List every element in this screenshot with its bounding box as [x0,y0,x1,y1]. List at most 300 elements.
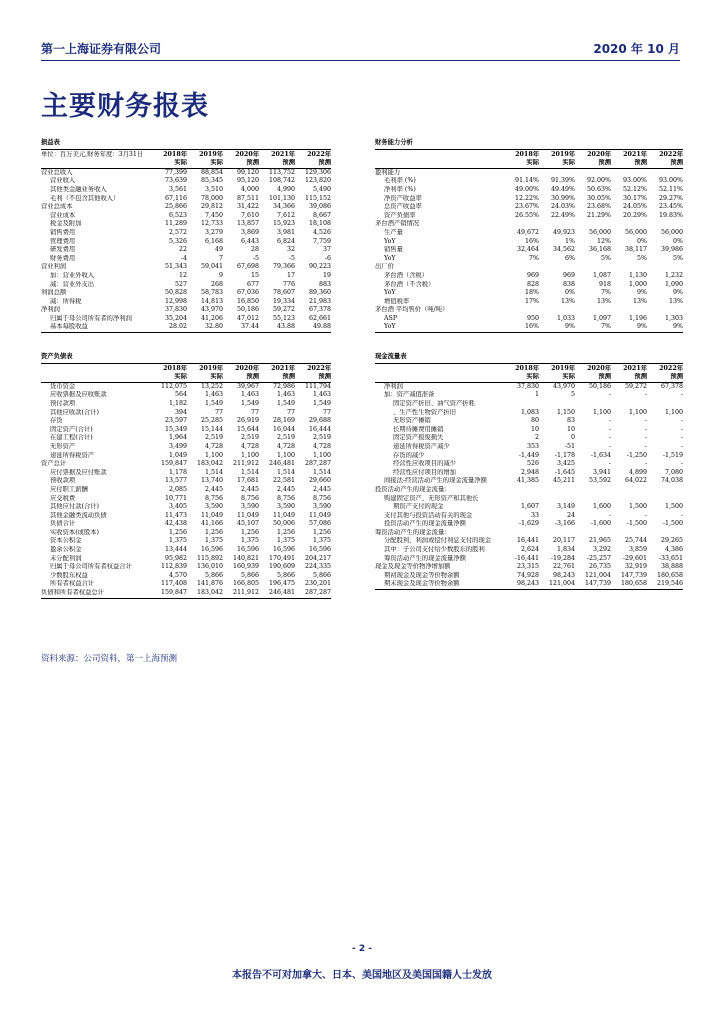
table-row [41,460,331,469]
row-label: 茅台酒产销情况 [375,220,420,228]
row-value: 1,256 [240,528,259,536]
row-value [539,168,575,177]
row-value: 53,592 [588,477,611,485]
row-value [575,220,611,229]
row-label: 应付职工薪酬 [50,485,88,493]
row-value: 1,549 [312,399,331,407]
row-value: - [644,511,647,519]
row-value [503,529,539,538]
row-label: 负债和所有者权益总计 [41,589,151,598]
row-value: 42,438 [164,520,187,528]
row-label: 应收票据及应收账款 [50,391,107,399]
row-value: 37,830 [164,306,187,314]
row-value: 22,581 [272,477,295,485]
row-value [503,168,539,177]
financial-ratios-table [375,139,683,333]
row-value: 2,445 [204,485,223,493]
table-row [41,426,331,435]
row-value: 41,206 [200,314,223,322]
table-row [41,177,331,186]
row-value: 1,375 [168,537,187,545]
row-label: 营业收入 [50,177,76,185]
row-value: 38,888 [660,563,683,571]
row-value: - [680,511,683,519]
row-value: 21.29% [586,211,611,219]
row-value: 2,519 [312,434,331,442]
table-row [41,503,331,512]
row-value: 12,998 [164,297,187,305]
row-label: 实收资本(或股本) [50,528,99,536]
row-label: 总资产收益率 [384,203,422,211]
row-value [647,168,683,177]
period-type-header: 预测 [611,159,647,168]
row-value: 3,405 [168,503,187,511]
row-value: 33 [530,511,539,519]
row-value: 13,444 [164,546,187,554]
row-value: 91.39% [550,177,575,185]
year-header: 2019年 [551,364,575,372]
row-value: 49 [214,246,223,254]
row-label: 投资活动产生的现金流量净额 [384,520,466,528]
table-row [375,495,683,504]
row-value: 1,130 [628,271,647,279]
row-label: 筹资活动产生的现金流量： [375,528,451,536]
row-value: 16% [525,237,539,245]
row-value: 6,168 [204,237,223,245]
period-type-header: 实际 [539,373,575,382]
row-value: 98,243 [552,571,575,579]
table-row [41,537,331,546]
row-value: 1,033 [556,314,575,322]
row-value: 13% [633,297,647,305]
row-value: 883 [318,280,331,288]
row-label: 应交税费 [50,494,76,502]
row-value: 88,854 [200,168,223,176]
table-row [41,409,331,418]
table-row [41,477,331,486]
row-value: 37.44 [223,323,259,332]
row-value: - [680,442,683,450]
row-value: 22 [178,246,187,254]
table-row [41,229,331,238]
row-value: 18,108 [308,220,331,228]
row-value: 11,473 [164,511,187,519]
row-value: 50,186 [236,306,259,314]
row-value: 1,000 [628,280,647,288]
row-value: 10,771 [164,494,187,502]
row-label: 营业总收入 [41,168,73,176]
row-value: 43,970 [200,306,223,314]
row-value: 1,097 [592,314,611,322]
row-value: 6,824 [276,237,295,245]
row-value: - [680,391,683,399]
row-value: 13,577 [164,477,187,485]
row-value [539,529,575,538]
table-row [41,555,331,564]
row-value: 1,549 [240,399,259,407]
row-value: 564 [174,391,187,399]
row-value: 20.29% [622,211,647,219]
row-value: 7,759 [312,237,331,245]
table-row [375,177,683,186]
row-value: 353 [526,442,539,450]
row-value: 9% [539,323,575,332]
row-label: 其他应收款(合计) [50,408,99,416]
row-value: - [608,442,611,450]
row-value: - [644,434,647,442]
row-value: 115,892 [196,554,223,562]
row-value: 89,360 [308,289,331,297]
row-label: 茅台酒 平均售价（吨/吨） [375,306,449,314]
row-value: 79,366 [272,263,295,271]
row-value: 1,182 [168,399,187,407]
row-label: 净利润 [384,382,403,390]
table-row [375,246,683,255]
year-header: 2022年 [659,364,683,372]
row-label: 减：所得税 [50,297,82,305]
row-value: 1,100 [240,451,259,459]
row-value: 1,196 [628,314,647,322]
row-value [647,263,683,272]
table-row [375,443,683,452]
period-type-header: 预测 [295,159,331,168]
row-value: 159,847 [160,460,187,468]
row-value: - [644,442,647,450]
table-row [375,486,683,495]
table [41,365,331,599]
year-header: 2022年 [307,364,331,372]
row-label: 递延所得税资产减少 [393,442,450,450]
table-row [41,246,331,255]
row-value: 78,000 [200,194,223,202]
row-value: 3,941 [592,468,611,476]
table-row [375,503,683,512]
year-header: 2021年 [623,150,647,158]
row-value: 50,186 [588,382,611,390]
row-value: 159,847 [151,589,187,598]
balance-sheet-table [41,353,331,599]
period-type-header: 实际 [503,159,539,168]
row-value: 13,252 [200,382,223,390]
row-value: -29,601 [622,554,647,562]
source-note: 资料来源：公司资料，第一上海预测 [41,654,178,664]
period-type-header: 预测 [647,159,683,168]
row-value: 73,639 [164,177,187,185]
row-value: 13% [669,297,683,305]
row-value: 4,990 [276,185,295,193]
row-value: 24 [566,511,575,519]
row-value: 115,152 [304,194,331,202]
row-value [575,263,611,272]
row-value: -6 [324,254,331,262]
row-value: 4,526 [312,228,331,236]
row-value: 3,590 [240,503,259,511]
row-value: - [644,425,647,433]
row-value: 77 [214,408,223,416]
row-value: 2 [534,434,539,442]
row-value: 1,463 [204,391,223,399]
row-label: ASP [384,314,398,322]
table-row [41,323,331,332]
row-value: 57,086 [308,520,331,528]
row-value: 36,168 [588,246,611,254]
table-row [41,512,331,521]
row-value: 7 [218,254,223,262]
row-label: 净利率 (%) [384,185,416,193]
year-header: 2020年 [587,364,611,372]
row-label: 盈利能力 [375,168,401,176]
row-value [647,495,683,504]
table-row [375,238,683,247]
period-type-header: 预测 [611,373,647,382]
row-label: 增值税率 [384,297,410,305]
row-label: 在建工程(合计) [50,434,93,442]
table-row [375,323,683,332]
header-divider [41,60,680,61]
row-value: -1,629 [518,520,539,528]
row-value: 29.27% [658,194,683,202]
row-value: 39,986 [660,246,683,254]
period-type-header: 预测 [647,373,683,382]
row-value: 85,345 [200,177,223,185]
row-value: 246,481 [268,460,295,468]
row-value: 15 [250,271,259,279]
table-row [41,580,331,589]
row-value [575,306,611,315]
row-value: 129,306 [304,168,331,176]
row-value: 2,445 [312,485,331,493]
row-value: 78,607 [272,289,295,297]
row-value: 77 [250,408,259,416]
row-value: 19 [322,271,331,279]
row-value [539,486,575,495]
table-row [375,298,683,307]
row-label: 货币资金 [50,382,76,390]
row-value: 776 [282,280,295,288]
row-value: 10 [566,425,575,433]
row-value [575,486,611,495]
row-label: YoY [384,237,396,245]
year-header: 2019年 [551,150,575,158]
row-value: 117,408 [160,580,187,588]
table-row [41,238,331,247]
row-value: 7,612 [276,211,295,219]
row-value: 1,049 [168,451,187,459]
row-value: 62,661 [308,314,331,322]
row-value [575,495,611,504]
row-value: 11,289 [164,220,187,228]
period-type-header: 实际 [187,159,223,168]
row-label: 分配股利、利润或偿付利息支付的现金 [384,537,492,545]
row-value: 108,742 [268,177,295,185]
row-value [575,529,611,538]
row-value: 49.49% [550,185,575,193]
row-value: 24.05% [622,203,647,211]
row-value: 11,049 [236,511,259,519]
row-value: 170,491 [268,554,295,562]
row-value: 15,144 [200,425,223,433]
row-value: 8,667 [312,211,331,219]
row-value: 52.11% [658,185,683,193]
row-value: 11,049 [308,511,331,519]
row-value [539,306,575,315]
row-value: 1,514 [312,468,331,476]
table-row [375,434,683,443]
table-row [375,512,683,521]
row-value: 16,044 [272,425,295,433]
table-row [375,382,683,391]
table-row [41,203,331,212]
row-value: 16,441 [516,537,539,545]
row-value: 160,939 [232,563,259,571]
row-value: 527 [174,280,187,288]
row-value: 16,444 [308,425,331,433]
period-type-header: 预测 [575,159,611,168]
row-value: 5 [570,391,575,399]
period-type-header: 预测 [223,159,259,168]
year-header: 2020年 [235,364,259,372]
row-value [539,263,575,272]
header-label [41,365,151,374]
table-row [375,417,683,426]
row-value: 1,964 [168,434,187,442]
row-value: 28 [250,246,259,254]
row-value: 4,728 [312,442,331,450]
period-type-header: 预测 [295,373,331,382]
row-label: 固定资产(合计) [50,425,93,433]
row-value: 950 [526,314,539,322]
table-row [375,281,683,290]
row-value: 13% [597,297,611,305]
row-value: 2,519 [240,434,259,442]
row-value: 1,375 [312,537,331,545]
row-value [503,220,539,229]
row-value: 10 [530,425,539,433]
row-value: 196,475 [268,580,295,588]
period-type-header: 实际 [503,373,539,382]
row-value: 22.49% [550,211,575,219]
row-value: 3,510 [204,185,223,193]
row-value: 80 [530,417,539,425]
row-value: -1,178 [554,451,575,459]
table-row [375,229,683,238]
row-label: 负债合计 [50,520,76,528]
row-value: 1,100 [276,451,295,459]
row-value: 32,919 [624,563,647,571]
row-label: 存货的减少 [393,451,425,459]
row-label: 其中：子公司支付给少数股东的股利 [384,546,485,554]
row-value: - [644,460,647,468]
income-statement-table [41,139,331,333]
row-value: 14,813 [200,297,223,305]
row-value: 29,812 [200,203,223,211]
row-value [611,486,647,495]
row-value: 23.67% [514,203,539,211]
row-value: - [608,425,611,433]
row-value: 113,752 [268,168,295,176]
row-value: 1,178 [168,468,187,476]
row-value: 50,828 [164,289,187,297]
row-value: 394 [174,408,187,416]
row-value: 74,928 [516,571,539,579]
row-value: 7% [529,254,539,262]
row-value: 50.63% [586,185,611,193]
table-row [41,417,331,426]
row-value: 49,923 [552,228,575,236]
row-value: 74,038 [660,477,683,485]
row-value: 1,607 [520,503,539,511]
row-value: 20,117 [552,537,575,545]
row-value: 230,201 [304,580,331,588]
table-row [375,563,683,572]
row-value: 91.14% [514,177,539,185]
row-value [503,486,539,495]
row-value: 31,422 [236,203,259,211]
row-value [611,220,647,229]
row-value: 287,287 [295,589,331,598]
row-value: 25,285 [200,417,223,425]
row-value: 0% [673,237,683,245]
row-value: 28.02 [151,323,187,332]
row-value: 30.17% [622,194,647,202]
row-value: 92.00% [586,177,611,185]
row-value [539,220,575,229]
row-value: - [680,460,683,468]
row-value: 90,223 [308,263,331,271]
row-value: 77 [286,408,295,416]
table-row [41,168,331,177]
row-value: 5,866 [276,571,295,579]
row-value: 6,443 [240,237,259,245]
table-row [41,572,331,581]
table-row [41,443,331,452]
row-value: 1,100 [592,408,611,416]
row-value: 17,681 [236,477,259,485]
page-number: - 2 - [352,944,372,954]
table-row [41,298,331,307]
row-value: 5,866 [312,571,331,579]
table-row [375,520,683,529]
row-label: 经营性应收项目的减少 [393,460,456,468]
row-value: 5% [673,254,683,262]
row-value: 8,756 [276,494,295,502]
row-value: 123,820 [304,177,331,185]
row-value: 77 [322,408,331,416]
row-value: 183,042 [187,589,223,598]
row-value: 1,375 [240,537,259,545]
row-label: 其他金融类流动负债 [50,511,107,519]
row-value: -16,441 [514,554,539,562]
table-row [41,452,331,461]
row-label: 盈余公积金 [50,546,82,554]
row-label: 税金及附加 [50,220,82,228]
row-value: 59,272 [272,306,295,314]
row-value: 1,232 [664,271,683,279]
row-value: 49,672 [516,228,539,236]
row-label: 其他类金融业务收入 [50,185,107,193]
row-value: 32 [286,246,295,254]
table-row [375,195,683,204]
row-value: 7,610 [240,211,259,219]
table-row [41,391,331,400]
row-label: YoY [375,323,503,332]
row-label: 资产负债率 [384,211,416,219]
row-value: - [644,417,647,425]
table-row [375,452,683,461]
row-label: 投资活动产生的现金流量： [375,485,451,493]
row-value: 16% [503,323,539,332]
row-value: 43.88 [259,323,295,332]
